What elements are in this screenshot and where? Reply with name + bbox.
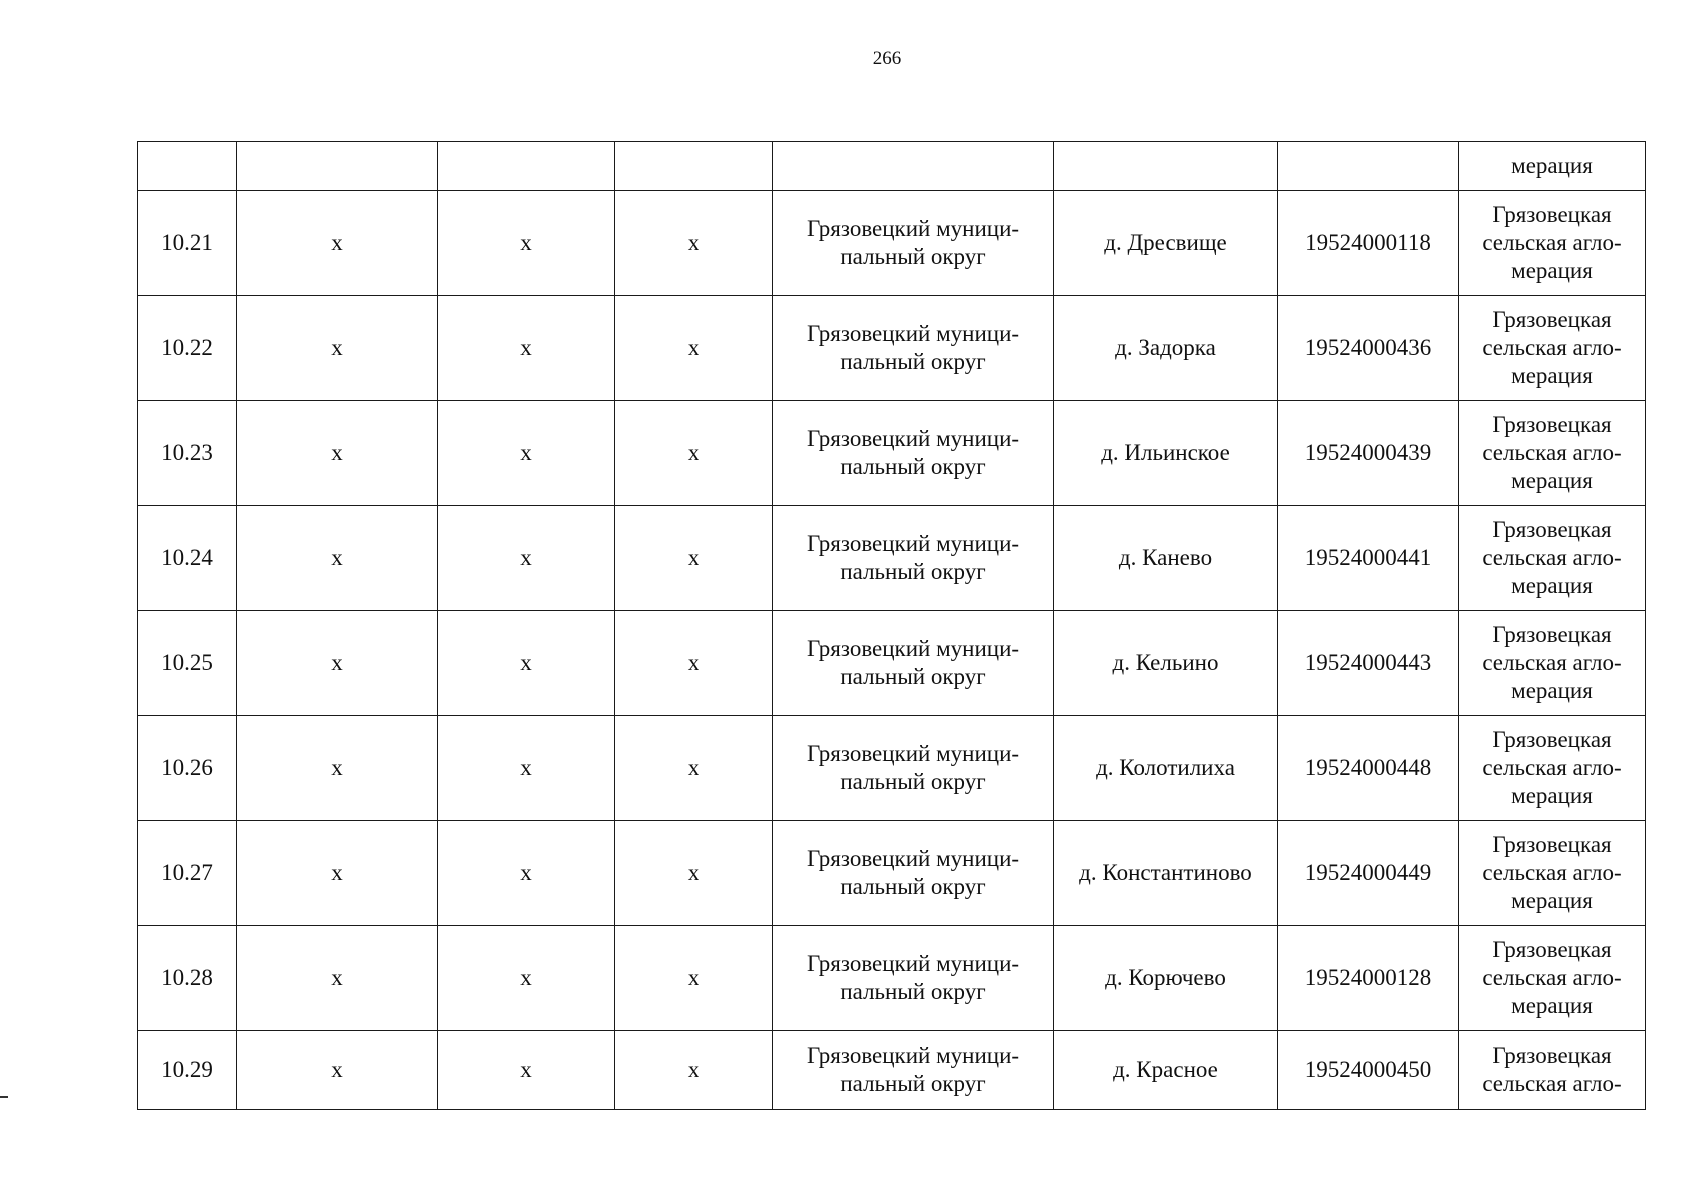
district-cell: Грязовецкий муници-пальный округ	[773, 821, 1054, 926]
cell-col2	[237, 142, 438, 191]
agglomeration-cell: Грязовецкая сельская агло-мерация	[1459, 191, 1646, 296]
mark-col3: х	[438, 191, 615, 296]
locality-cell: д. Колотилиха	[1054, 716, 1278, 821]
locality-cell: д. Константиново	[1054, 821, 1278, 926]
row-number: 10.22	[138, 296, 237, 401]
row-number: 10.28	[138, 926, 237, 1031]
mark-col4: х	[615, 716, 773, 821]
district-cell: Грязовецкий муници-пальный округ	[773, 611, 1054, 716]
mark-col3: х	[438, 821, 615, 926]
mark-col4: х	[615, 296, 773, 401]
mark-col2: х	[237, 1031, 438, 1110]
mark-col4: х	[615, 191, 773, 296]
code-cell: 19524000439	[1278, 401, 1459, 506]
row-number: 10.29	[138, 1031, 237, 1110]
agglomeration-cell: Грязовецкая сельская агло-мерация	[1459, 506, 1646, 611]
row-number: 10.21	[138, 191, 237, 296]
table-row	[138, 926, 1646, 1031]
table-row	[138, 401, 1646, 506]
code-cell: 19524000441	[1278, 506, 1459, 611]
locality-cell: д. Красное	[1054, 1031, 1278, 1110]
district-cell: Грязовецкий муници-пальный округ	[773, 716, 1054, 821]
code-cell: 19524000449	[1278, 821, 1459, 926]
code-cell: 19524000448	[1278, 716, 1459, 821]
mark-col4: х	[615, 506, 773, 611]
mark-col2: х	[237, 821, 438, 926]
district-cell: Грязовецкий муници-пальный округ	[773, 926, 1054, 1031]
agglomeration-cell: Грязовецкая сельская агло-мерация	[1459, 926, 1646, 1031]
table-row	[138, 191, 1646, 296]
code-cell: 19524000118	[1278, 191, 1459, 296]
locality-cell: д. Канево	[1054, 506, 1278, 611]
mark-col2: х	[237, 506, 438, 611]
agglomeration-cell: Грязовецкая сельская агло-мерация	[1459, 611, 1646, 716]
mark-col3: х	[438, 506, 615, 611]
district-cell: Грязовецкий муници-пальный округ	[773, 1031, 1054, 1110]
locality-cell: д. Задорка	[1054, 296, 1278, 401]
row-number: 10.24	[138, 506, 237, 611]
district-cell: Грязовецкий муници-пальный округ	[773, 506, 1054, 611]
mark-col2: х	[237, 716, 438, 821]
page-number: 266	[872, 48, 902, 69]
table-row	[138, 1031, 1646, 1110]
agglomeration-cell	[1459, 1031, 1646, 1110]
mark-col3: х	[438, 611, 615, 716]
mark-col3: х	[438, 401, 615, 506]
agglomeration-text: Грязовецкая сельская агло-	[1482, 1043, 1622, 1096]
code-cell: 19524000443	[1278, 611, 1459, 716]
row-number: 10.25	[138, 611, 237, 716]
mark-col4: х	[615, 1031, 773, 1110]
cell-col3	[438, 142, 615, 191]
continuation-row	[138, 142, 1646, 191]
cell-col4	[615, 142, 773, 191]
cell-number	[138, 142, 237, 191]
code-cell: 19524000450	[1278, 1031, 1459, 1110]
mark-col4: х	[615, 821, 773, 926]
cell-agglomeration: мерация	[1459, 142, 1646, 191]
row-number: 10.27	[138, 821, 237, 926]
mark-col3: х	[438, 926, 615, 1031]
agglomeration-cell: Грязовецкая сельская агло-мерация	[1459, 296, 1646, 401]
district-cell: Грязовецкий муници-пальный округ	[773, 191, 1054, 296]
agglomeration-cell: Грязовецкая сельская агло-мерация	[1459, 401, 1646, 506]
margin-mark	[0, 1096, 8, 1098]
mark-col2: х	[237, 191, 438, 296]
table-row	[138, 296, 1646, 401]
table-row	[138, 611, 1646, 716]
mark-col2: х	[237, 296, 438, 401]
mark-col3: х	[438, 1031, 615, 1110]
table-row	[138, 821, 1646, 926]
mark-col2: х	[237, 926, 438, 1031]
code-cell: 19524000436	[1278, 296, 1459, 401]
district-cell: Грязовецкий муници-пальный округ	[773, 401, 1054, 506]
agglomeration-cell: Грязовецкая сельская агло-мерация	[1459, 716, 1646, 821]
cell-district	[773, 142, 1054, 191]
locality-cell: д. Ильинское	[1054, 401, 1278, 506]
locality-cell: д. Кельино	[1054, 611, 1278, 716]
mark-col4: х	[615, 926, 773, 1031]
district-cell: Грязовецкий муници-пальный округ	[773, 296, 1054, 401]
table-row	[138, 506, 1646, 611]
locality-cell: д. Корючево	[1054, 926, 1278, 1031]
cell-locality	[1054, 142, 1278, 191]
settlements-table	[137, 141, 1646, 1110]
cell-code	[1278, 142, 1459, 191]
mark-col2: х	[237, 611, 438, 716]
row-number: 10.23	[138, 401, 237, 506]
table-row	[138, 716, 1646, 821]
code-cell: 19524000128	[1278, 926, 1459, 1031]
mark-col3: х	[438, 716, 615, 821]
mark-col2: х	[237, 401, 438, 506]
mark-col4: х	[615, 401, 773, 506]
row-number: 10.26	[138, 716, 237, 821]
mark-col4: х	[615, 611, 773, 716]
agglomeration-cell: Грязовецкая сельская агло-мерация	[1459, 821, 1646, 926]
mark-col3: х	[438, 296, 615, 401]
locality-cell: д. Дресвище	[1054, 191, 1278, 296]
